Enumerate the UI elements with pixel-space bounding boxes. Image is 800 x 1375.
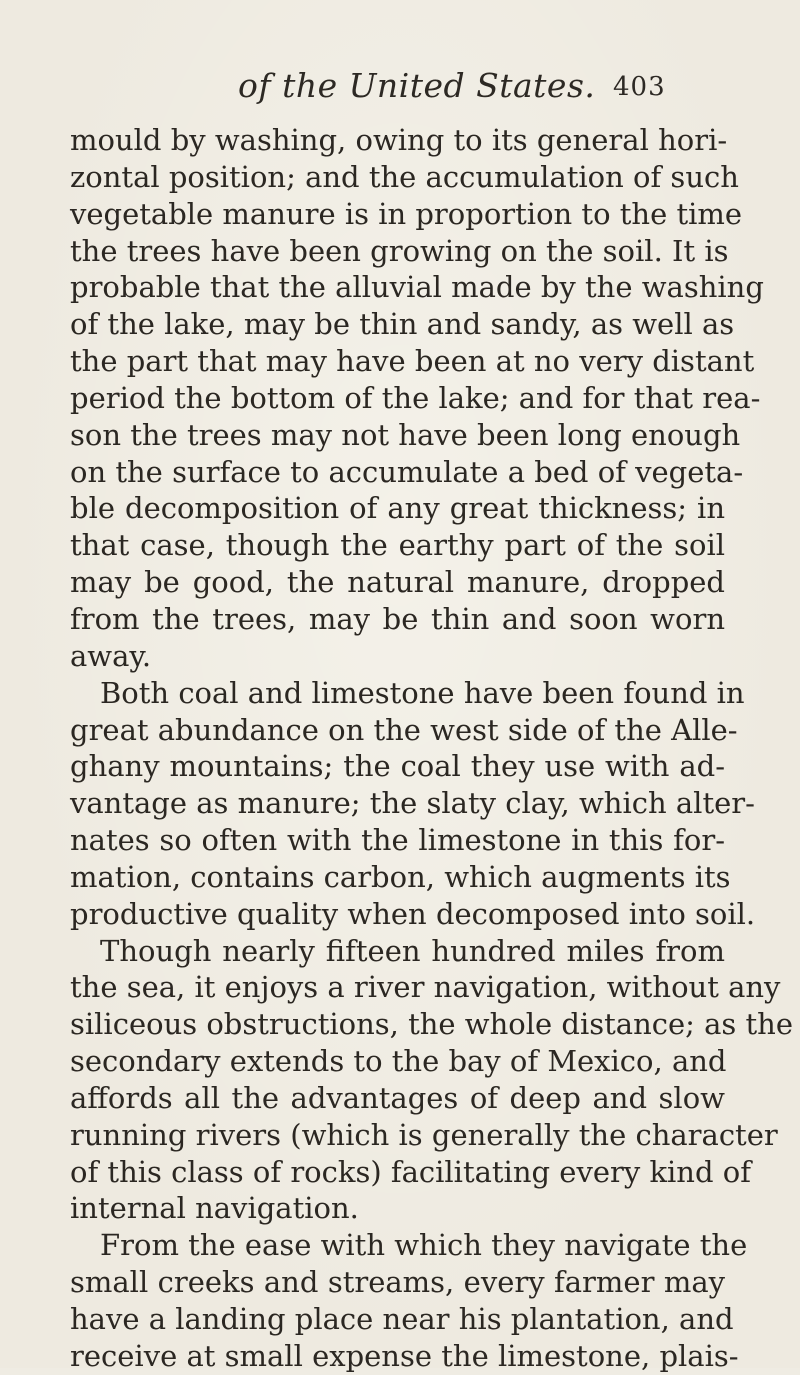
text-line: away. bbox=[70, 638, 152, 673]
text-line: secondary extends to the bay of Mexico, and bbox=[70, 1044, 727, 1079]
text-line: productive quality when decomposed into soil. bbox=[70, 896, 756, 931]
text-line: zontal position; and the accumulation of such bbox=[70, 159, 739, 194]
text-line: Both coal and limestone have been found in bbox=[100, 675, 745, 710]
text-line: probable that the alluvial made by the washing bbox=[70, 270, 764, 305]
text-line: the trees have been growing on the soil. It is bbox=[70, 233, 729, 268]
text-line: siliceous obstructions, the whole distance; as the bbox=[70, 1007, 794, 1042]
text-line: may be good, the natural manure, dropped bbox=[70, 565, 725, 600]
text-line: From the ease with which they navigate the bbox=[100, 1228, 748, 1263]
text-line: great abundance on the west side of the Alle- bbox=[70, 712, 738, 747]
text-line: the sea, it enjoys a river navigation, without any bbox=[70, 970, 781, 1005]
text-line: small creeks and streams, every farmer may bbox=[70, 1265, 725, 1300]
text-line: affords all the advantages of deep and slow bbox=[70, 1080, 725, 1115]
page-number: 403 bbox=[613, 72, 666, 102]
text-line: period the bottom of the lake; and for that rea- bbox=[70, 380, 761, 415]
text-line: mation, contains carbon, which augments its bbox=[70, 859, 731, 894]
text-line: running rivers (which is generally the character bbox=[70, 1117, 778, 1152]
text-line: internal navigation. bbox=[70, 1191, 359, 1226]
text-line: receive at small expense the limestone, plais- bbox=[70, 1338, 739, 1373]
text-line: from the trees, may be thin and soon worn bbox=[70, 601, 725, 636]
text-line: Though nearly fifteen hundred miles from bbox=[100, 933, 725, 968]
text-line: mould by washing, owing to its general hori- bbox=[70, 123, 728, 157]
text-line: of this class of rocks) facilitating every kind of bbox=[70, 1154, 751, 1189]
text-line: that case, though the earthy part of the soil bbox=[70, 528, 725, 563]
running-title: of the United States. bbox=[238, 66, 596, 105]
text-line: on the surface to accumulate a bed of vegeta- bbox=[70, 454, 744, 489]
text-line: the part that may have been at no very distant bbox=[70, 344, 755, 379]
text-line: of the lake, may be thin and sandy, as well as bbox=[70, 307, 735, 342]
text-line: ghany mountains; the coal they use with ad- bbox=[70, 749, 725, 784]
running-head bbox=[0, 66, 800, 110]
text-line: nates so often with the limestone in this for- bbox=[70, 823, 725, 858]
text-line: vegetable manure is in proportion to the time bbox=[70, 196, 743, 231]
body-text bbox=[70, 122, 794, 1375]
text-line: vantage as manure; the slaty clay, which alter- bbox=[70, 786, 755, 821]
text-line: have a landing place near his plantation, and bbox=[70, 1302, 734, 1336]
text-line: son the trees may not have been long enough bbox=[70, 417, 741, 452]
text-line: ble decomposition of any great thickness; in bbox=[70, 491, 725, 526]
